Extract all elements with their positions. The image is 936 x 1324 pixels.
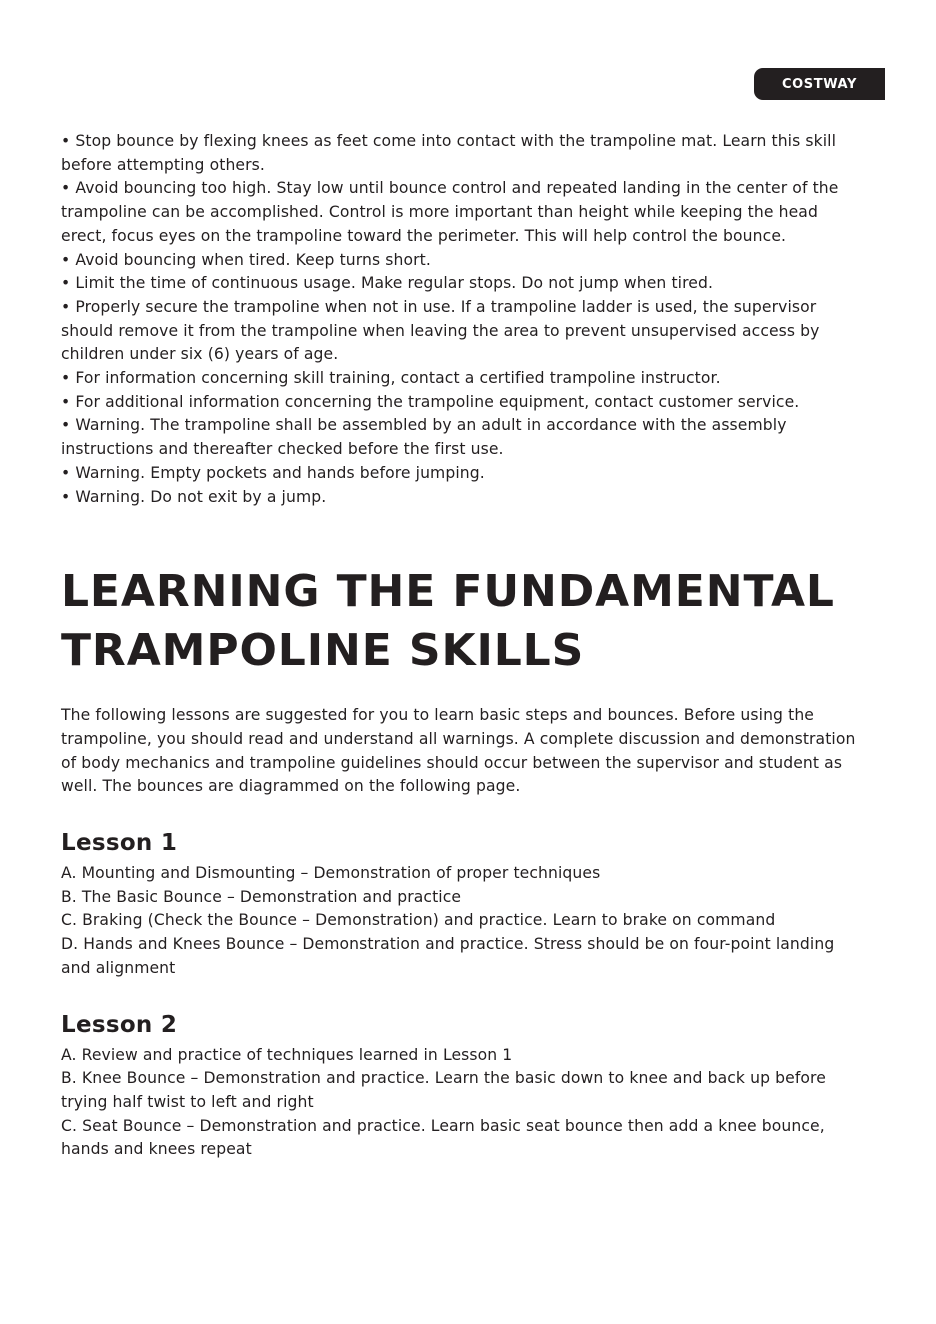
- section-title-line-1: LEARNING THE FUNDAMENTAL: [61, 566, 835, 618]
- lesson-2-items: [61, 1044, 861, 1163]
- lesson-1-items: [61, 862, 861, 981]
- bullet-item: • Limit the time of continuous usage. Make regular stops. Do not jump when tired.: [61, 274, 714, 293]
- section-intro: The following lessons are suggested for you to learn basic steps and bounces. Before using the trampoline, you should read and understand all warnings. A complete discussion and demonstration of body mechanics and trampoline guidelines should occur between the supervisor and student as well. The bounces are diagrammed on the following page.: [61, 706, 856, 796]
- page-content: [61, 130, 861, 1162]
- section-title-line-2: TRAMPOLINE SKILLS: [61, 625, 585, 677]
- bullet-item: • For additional information concerning the trampoline equipment, contact customer service.: [61, 392, 800, 411]
- lesson-item: C. Braking (Check the Bounce – Demonstration) and practice. Learn to brake on command: [61, 911, 776, 930]
- bullet-item: • Warning. Do not exit by a jump.: [61, 487, 327, 506]
- lesson-item: B. The Basic Bounce – Demonstration and practice: [61, 887, 462, 906]
- brand-logo: COSTWAY: [754, 68, 885, 100]
- lesson-item: B. Knee Bounce – Demonstration and practice. Learn the basic down to knee and back up before trying half twist to left and right: [61, 1069, 826, 1111]
- lesson-item: A. Mounting and Dismounting – Demonstration of proper techniques: [61, 864, 601, 883]
- bullet-item: • Avoid bouncing too high. Stay low until bounce control and repeated landing in the center of the trampoline can be accomplished. Control is more important than height while keeping the head erect, focus eyes on the trampoline toward the perimeter. This will help control the bounce.: [61, 179, 839, 245]
- bullet-item: • Warning. The trampoline shall be assembled by an adult in accordance with the assembly instructions and thereafter checked before the first use.: [61, 416, 787, 459]
- lesson-item: D. Hands and Knees Bounce – Demonstration and practice. Stress should be on four-point landing and alignment: [61, 935, 835, 977]
- bullet-item: • For information concerning skill training, contact a certified trampoline instructor.: [61, 369, 721, 388]
- bullet-item: • Avoid bouncing when tired. Keep turns short.: [61, 250, 431, 269]
- bullet-item: • Warning. Empty pockets and hands before jumping.: [61, 463, 485, 482]
- bullet-item: • Properly secure the trampoline when not in use. If a trampoline ladder is used, the supervisor should remove it from the trampoline when leaving the area to prevent unsupervised access by children under six (6) years of age.: [61, 297, 820, 364]
- section-title: [61, 562, 861, 680]
- lesson-2-heading: Lesson 2: [61, 1011, 178, 1038]
- lesson-item: A. Review and practice of techniques learned in Lesson 1: [61, 1045, 513, 1064]
- lesson-item: C. Seat Bounce – Demonstration and practice. Learn basic seat bounce then add a knee bounce, hands and knees repeat: [61, 1116, 825, 1159]
- bullet-item: • Stop bounce by flexing knees as feet come into contact with the trampoline mat. Learn this skill before attempting others.: [61, 132, 837, 174]
- safety-bullet-list: [61, 130, 861, 509]
- lesson-1-heading: Lesson 1: [61, 830, 178, 857]
